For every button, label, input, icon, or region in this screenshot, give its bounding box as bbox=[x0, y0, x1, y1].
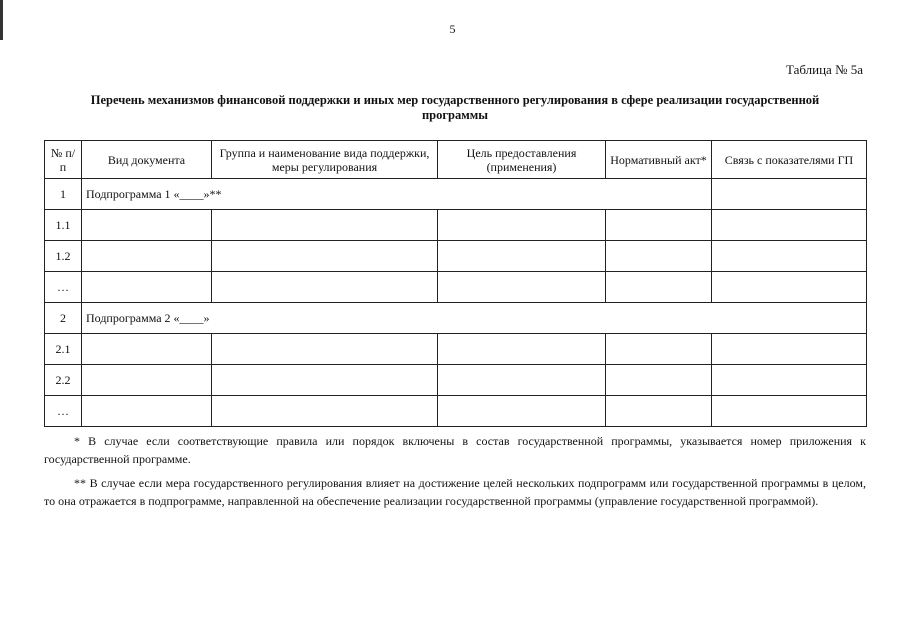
mechanisms-table bbox=[44, 140, 867, 427]
table-row bbox=[45, 334, 867, 365]
table-cell bbox=[712, 396, 867, 427]
table-cell bbox=[212, 210, 438, 241]
table-cell bbox=[82, 365, 212, 396]
table-cell bbox=[438, 365, 606, 396]
page-number: 5 bbox=[449, 22, 456, 36]
row-number: 2 bbox=[45, 303, 82, 334]
table-row bbox=[45, 272, 867, 303]
document-title: Перечень механизмов финансовой поддержки и иных мер государственного регулирования в сфере реализации государственной программы bbox=[90, 93, 820, 122]
table-cell bbox=[82, 210, 212, 241]
table-cell bbox=[212, 334, 438, 365]
row-number: 2.1 bbox=[45, 334, 82, 365]
table-label: Таблица № 5а bbox=[785, 62, 863, 77]
row-number: 2.2 bbox=[45, 365, 82, 396]
table-cell bbox=[438, 241, 606, 272]
table-cell bbox=[606, 272, 712, 303]
table-cell bbox=[606, 241, 712, 272]
table-cell bbox=[712, 179, 867, 210]
table-cell bbox=[606, 334, 712, 365]
table-row bbox=[45, 210, 867, 241]
table-row bbox=[45, 241, 867, 272]
table-cell bbox=[82, 396, 212, 427]
table-cell bbox=[712, 241, 867, 272]
header-purpose: Цель предоставления (применения) bbox=[438, 141, 606, 179]
footnote-2: ** В случае если мера государственного регулирования влияет на достижение целей нескольких подпрограмм или государственной программы в целом, то она отражается в подпрограмме, направленной на обеспечение реализации государственной программы (управление государственной программой). bbox=[44, 476, 866, 508]
table-cell bbox=[606, 396, 712, 427]
row-number: … bbox=[45, 396, 82, 427]
subprogram-row bbox=[45, 303, 867, 334]
table-cell bbox=[712, 334, 867, 365]
table-cell bbox=[212, 241, 438, 272]
table-cell bbox=[438, 334, 606, 365]
row-number: 1 bbox=[45, 179, 82, 210]
row-number: 1.2 bbox=[45, 241, 82, 272]
table-row bbox=[45, 365, 867, 396]
header-indicators-link: Связь с показателями ГП bbox=[712, 141, 867, 179]
header-support-group: Группа и наименование вида поддержки, меры регулирования bbox=[212, 141, 438, 179]
row-number: 1.1 bbox=[45, 210, 82, 241]
table-cell bbox=[82, 272, 212, 303]
subprogram-label: Подпрограмма 2 «____» bbox=[82, 303, 867, 334]
table-cell bbox=[438, 210, 606, 241]
table-cell bbox=[606, 210, 712, 241]
table-cell bbox=[606, 365, 712, 396]
header-normative-act: Нормативный акт* bbox=[606, 141, 712, 179]
footnotes bbox=[44, 432, 866, 516]
table-cell bbox=[438, 396, 606, 427]
table-cell bbox=[712, 210, 867, 241]
table-cell bbox=[212, 365, 438, 396]
table-cell bbox=[712, 365, 867, 396]
subprogram-row bbox=[45, 179, 867, 210]
header-number: № п/п bbox=[45, 141, 82, 179]
footnote-1: * В случае если соответствующие правила или порядок включены в состав государственной программы, указывается номер приложения к государственной программе. bbox=[44, 434, 866, 466]
subprogram-label: Подпрограмма 1 «____»** bbox=[82, 179, 712, 210]
table-cell bbox=[82, 334, 212, 365]
table-cell bbox=[712, 272, 867, 303]
table-cell bbox=[212, 396, 438, 427]
table-cell bbox=[438, 272, 606, 303]
table-row bbox=[45, 396, 867, 427]
header-document-type: Вид документа bbox=[82, 141, 212, 179]
table-cell bbox=[212, 272, 438, 303]
row-number: … bbox=[45, 272, 82, 303]
table-cell bbox=[82, 241, 212, 272]
table-header-row bbox=[45, 141, 867, 179]
